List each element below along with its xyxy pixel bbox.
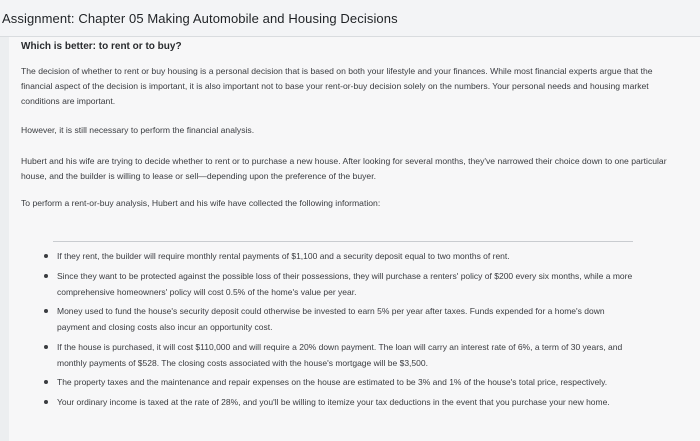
question-panel — [9, 37, 700, 441]
however-paragraph: However, it is still necessary to perform the financial analysis. — [21, 125, 255, 135]
list-item-text: The property taxes and the maintenance and repair expenses on the house are estimated to be 3% and 1% of the house's total price, respectively. — [57, 377, 608, 387]
list-item — [37, 268, 637, 300]
list-item — [37, 374, 637, 390]
list-item — [37, 339, 637, 371]
list-item-text: Your ordinary income is taxed at the rate of 28%, and you'll be willing to itemize your tax deductions in the event that you purchase your new home. — [57, 396, 610, 407]
bullet-icon — [44, 345, 48, 349]
list-item — [37, 394, 637, 410]
info-list — [37, 248, 637, 413]
assignment-header — [0, 0, 700, 37]
list-item-text: If the house is purchased, it will cost $110,000 and will require a 20% down payment. The loan will carry an interest rate of 6%, a term of 30 years, and monthly payments of $528. The closing costs associated with the house's mortgage will be $3,500. — [57, 341, 623, 368]
bullet-icon — [44, 274, 48, 278]
bullet-icon — [44, 380, 48, 384]
analysis-paragraph: To perform a rent-or-buy analysis, Hubert and his wife have collected the following information: — [21, 198, 381, 208]
list-item — [37, 248, 637, 264]
question-heading: Which is better: to rent or to buy? — [21, 41, 182, 52]
list-item-text: If they rent, the builder will require monthly rental payments of $1,100 and a security deposit equal to two months of rent. — [57, 251, 510, 261]
bullet-icon — [44, 400, 48, 404]
divider — [53, 241, 633, 242]
list-item-text: Since they want to be protected against the possible loss of their possessions, they will purchase a renters' policy of $200 every six months, while a more comprehensive homeowners' policy will cost 0.5% of the home's value per year. — [57, 270, 633, 297]
page-title: Assignment: Chapter 05 Making Automobile and Housing Decisions — [2, 10, 398, 26]
bullet-icon — [44, 309, 48, 313]
scenario-paragraph: Hubert and his wife are trying to decide whether to rent or to purchase a new house. After looking for several months, they've narrowed their choice down to one particular house, and the builder is willing to lease or sell—depending upon the preference of the buyer. — [21, 156, 667, 181]
list-item — [37, 303, 637, 335]
bullet-icon — [44, 254, 48, 258]
list-item-text: Money used to fund the house's security deposit could otherwise be invested to earn 5% per year after taxes. Funds expended for a home's down payment and closing costs also incur an opportunity cost. — [57, 306, 605, 332]
intro-paragraph: The decision of whether to rent or buy housing is a personal decision that is based on both your lifestyle and your finances. While most financial experts argue that the financial aspect of the decision is important, it is also important not to base your rent-or-buy decision solely on the numbers. Your personal needs and housing market conditions are important. — [21, 66, 653, 106]
